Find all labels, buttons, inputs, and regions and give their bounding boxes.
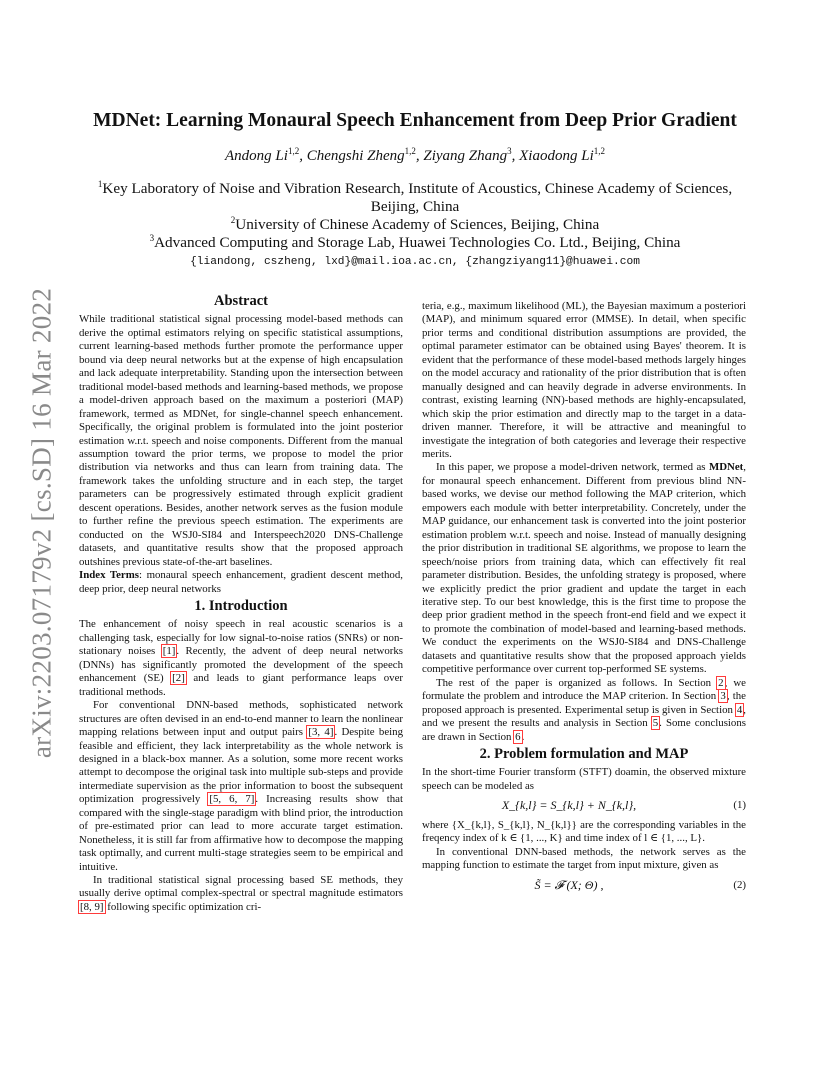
affiliation-2 xyxy=(80,216,750,234)
citation-link[interactable]: [5, 6, 7] xyxy=(209,793,255,806)
equation-number: (1) xyxy=(733,799,746,812)
equation-body: X_{k,l} = S_{k,l} + N_{k,l}, xyxy=(501,798,637,813)
model-name: MDNet xyxy=(708,461,744,474)
author-affil-sup: 1,2 xyxy=(404,146,416,156)
author-name: Andong Li xyxy=(225,148,288,164)
text-run: , we formulate the problem and introduce the MAP criterion. In Section xyxy=(422,676,746,703)
paper-title: MDNet: Learning Monaural Speech Enhancement from Deep Prior Gradient xyxy=(93,110,737,131)
intro-paragraph-3-continued: teria, e.g., maximum likelihood (ML), the Bayesian maximum a posteriori (MAP), and minimum squared error (MMSE). In detail, when specific prior terms and conditional distribution assumptions are provided, the optimal parameter estimator can be obtained using Bayes' theorem. It is evident that the performance of these model-based methods largely hinges on the model accuracy and rationality of the prior distribution that is often manually designed and can heavily degrade in adverse environments. In contrast, existing learning (NN)-based methods are highly-encapsulated, which skip the prior estimation and directly map to the target in a data-driven manner. Therefore, it will be attractive and meaningful to investigate the integration of both categories and leverage their respective merits. xyxy=(422,300,746,460)
affil-text: University of Chinese Academy of Sciences, Beijing, China xyxy=(235,216,600,233)
intro-paragraph-2 xyxy=(79,699,403,874)
affil-sup: 2 xyxy=(230,215,236,225)
text-run: The enhancement of noisy speech in real acoustic scenarios is a challenging task, especially for low signal-to-noise ratios (SNRs) or non-stationary noises xyxy=(79,618,403,658)
abstract-text: While traditional statistical signal processing model-based methods can derive the optimal estimators relying on specific statistical assumptions, current learning-based methods further promote the performance upper bound via deep neural networks but at the expense of high encapsulation and lack adequate interpretability. Standing upon the intersection between traditional model-based methods and learning-based methods, we propose a model-driven approach based on the maximum a posteriori (MAP) framework, termed as MDNet, for single-channel speech enhancement. Specifically, the original problem is formulated into the joint posterior estimation w.r.t. speech and noise components. Different from the manual assumption toward the prior terms, we propose to model the prior distribution via networks and thus can learn from training data. The framework takes the unfolding structure and in each step, the target parameters can be progressively estimated through explicit gradient descent operations. Besides, another network serves as the fusion module to further refine the previous speech estimation. The experiments are conducted on the WSJ0-SI84 and Interspeech2020 DNS-Challenge datasets, and quantitative results show that the proposed approach outshines previous state-of-the-art baselines. xyxy=(79,313,403,568)
affil-text: Advanced Computing and Storage Lab, Huawei Technologies Co. Ltd., Beijing, China xyxy=(154,234,681,251)
author-affil-sup: 1,2 xyxy=(287,146,300,156)
citation-link[interactable]: [8, 9] xyxy=(80,900,104,913)
index-terms xyxy=(79,569,403,596)
text-run: For conventional DNN-based methods, sophisticated network structures are often devised in an end-to-end manner to learn the nonlinear mapping relations between input and output pairs xyxy=(79,699,403,739)
text-run: . xyxy=(521,730,525,743)
author-name: Ziyang Zhang xyxy=(423,148,508,164)
intro-paragraph-3 xyxy=(79,874,403,914)
intro-paragraph-5 xyxy=(422,677,746,744)
equation-1 xyxy=(422,799,746,812)
intro-paragraph-4 xyxy=(422,461,746,676)
sec2-paragraph-3: In conventional DNN-based methods, the network serves as the mapping function to estimate the target from input mixture, given as xyxy=(422,845,746,872)
text-run: The rest of the paper is organized as follows. In Section xyxy=(436,676,718,689)
author-name: Chengshi Zheng xyxy=(306,148,405,164)
citation-link[interactable]: [2] xyxy=(172,672,185,685)
affil-text: Key Laboratory of Noise and Vibration Research, Institute of Acoustics, Chinese Academy of Sciences, Beijing, China xyxy=(102,180,733,215)
index-terms-label: Index Terms xyxy=(79,569,139,582)
text-run: In traditional statistical signal processing based SE methods, they usually derive optimal complex-spectral or spectral magnitude estimators xyxy=(79,874,403,900)
citation-link[interactable]: [1] xyxy=(162,645,176,658)
affil-sup: 3 xyxy=(149,233,155,243)
author-affil-sup: 1,2 xyxy=(593,146,605,156)
text-run: In this paper, we propose a model-driven network, termed as xyxy=(436,461,709,474)
text-run: following specific optimization cri- xyxy=(104,900,262,913)
text-run: and leads to giant performance leaps over traditional methods. xyxy=(79,672,404,698)
section-heading-introduction: 1. Introduction xyxy=(194,597,288,614)
equation-2 xyxy=(422,879,746,892)
section-link[interactable]: 3 xyxy=(720,690,726,703)
left-column xyxy=(79,295,403,914)
section-link[interactable]: 4 xyxy=(736,703,743,716)
equation-number: (2) xyxy=(733,878,746,891)
index-terms-text: : monaural speech enhancement, gradient descent method, deep prior, deep neural networks xyxy=(79,569,403,595)
author-name: Xiaodong Li xyxy=(519,148,594,164)
citation-link[interactable]: [3, 4] xyxy=(308,726,334,739)
text-run: . Increasing results show that compared with the single-stage paradigm with blind prior, the introduction of pre-estimated prior can lead to more accurate target estimation. Nonetheless, it is still far from affirmative how to decompose the mapping task optimally, and current multi-stage strategies seem to be empirical and intuitive. xyxy=(79,793,403,873)
author-emails: {liandong, cszheng, lxd}@mail.ioa.ac.cn, {zhangziyang11}@huawei.com xyxy=(190,256,640,268)
abstract-heading: Abstract xyxy=(214,293,268,309)
text-run: , the proposed approach is presented. Experimental setup is given in Section xyxy=(422,690,746,716)
section-link[interactable]: 2 xyxy=(718,676,724,689)
text-run: , and we present the results and analysis in Section xyxy=(422,703,746,730)
text-run: . Recently, the advent of deep neural networks (DNNs) has significantly promoted the development of the speech enhancement (SE) xyxy=(79,645,403,685)
section-link[interactable]: 6 xyxy=(515,730,521,743)
intro-paragraph-1 xyxy=(79,618,403,699)
sec2-paragraph-1: In the short-time Fourier transform (STFT) doamin, the observed mixture speech can be modeled as xyxy=(422,766,746,792)
affiliation-3 xyxy=(80,234,750,252)
text-run: . Some conclusions are drawn in Section xyxy=(422,717,746,743)
sec2-paragraph-2: where {X_{k,l}, S_{k,l}, N_{k,l}} are the corresponding variables in the freqency index of k ∈ {1, ..., K} and time index of l ∈ {1, ..., L}. xyxy=(422,818,746,845)
affil-sup: 1 xyxy=(97,179,103,189)
author-list: Andong Li$^{1,2}$, Chengshi Zheng$^{1,2}$, Ziyang Zhang$^3$, Xiaodong Li$^{1,2}$ xyxy=(225,146,605,164)
section-heading-problem-formulation: 2. Problem formulation and MAP xyxy=(479,745,689,762)
section-link[interactable]: 5 xyxy=(652,717,659,730)
equation-body: S̃ = 𝓕 (X; Θ) , xyxy=(534,877,604,892)
text-run: , for monaural speech enhancement. Different from previous blind NN-based works, we devise our method following the MAP criterion, which empowers each module with better interpretability. Concretely, under the MAP guidance, our enhancement task is converted into the joint posterior estimation problem w.r.t. speech and noise. Instead of manually designing the prior distribution in traditional SE algorithms, we propose to learn the speech/noise priors from training data, which can effectively fit real parameter distribution. Besides, the unfolding strategy is proposed, where we explicitly predict the prior gradient and update the target in each iterative step. To our best knowledge, this is the first time to propose the deep prior gradient method in the speech front-end field and we expect it to promote the combination of model-based and learning-based methods. We conduct the experiments on the WSJ0-SI84 and DNS-Challenge datasets and quantitative results show that the proposed approach yields competitive performance over current top-performed SE systems. xyxy=(422,461,746,676)
right-column xyxy=(422,300,746,898)
arxiv-side-stamp xyxy=(22,288,62,758)
affiliation-1 xyxy=(80,180,750,216)
author-affil-sup: 3 xyxy=(507,146,512,156)
affiliations xyxy=(80,180,750,252)
arxiv-id: arXiv:2203.07179v2 [cs.SD] 16 Mar 2022 xyxy=(26,287,57,759)
text-run: . Despite being feasible and efficient, they lack interpretability as the whole network is designed in a black-box manner. As a solution, some more recent works attempt to decompose the original task into multiple sub-steps and provide intermediate supervision as the prior information to boost the subsequent optimization progressively xyxy=(79,726,403,806)
